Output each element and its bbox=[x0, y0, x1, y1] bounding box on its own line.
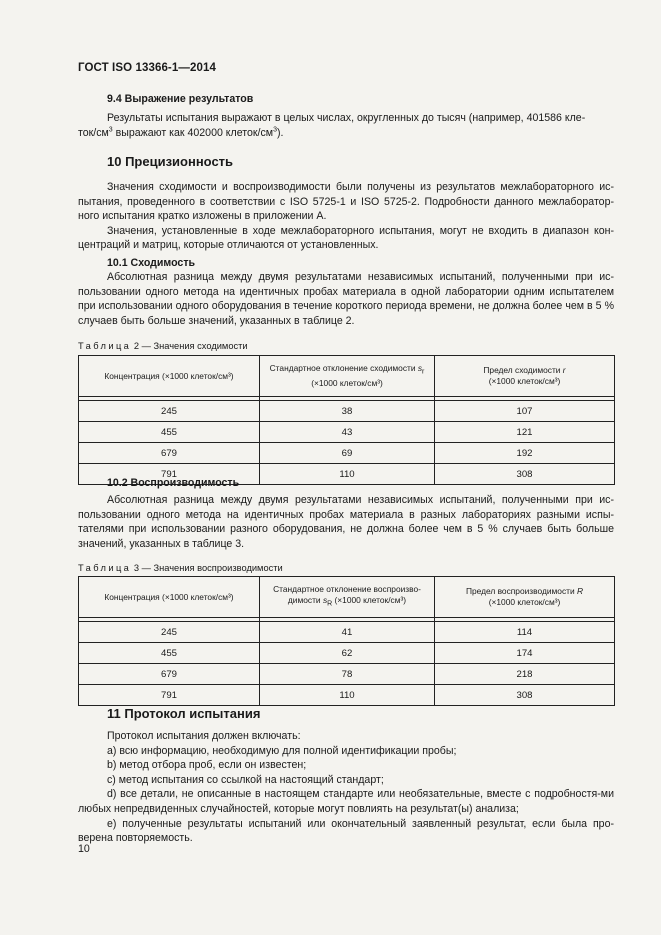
table-2-header-row bbox=[79, 356, 615, 397]
section-11-title: 11 Протокол испытания bbox=[107, 706, 261, 721]
section-10-2-title: 10.2 Воспроизводимость bbox=[107, 477, 240, 489]
section-9-4-title: 9.4 Выражение результатов bbox=[107, 93, 254, 105]
table-row: 791 110 308 bbox=[79, 464, 615, 485]
section-10-1-title: 10.1 Сходимость bbox=[107, 257, 196, 269]
section-10-1-para: Абсолютная разница между двумя результатами независимых испытаний, полученными при ис-пользовании одного метода на идентичных пробах материала в одной лаборатории одним испытателем при использовании одного оборудования в течение короткого периода времени, не должна более чем в 5 % случаев быть больше значений, указанных в таблице 2. bbox=[78, 271, 614, 327]
list-item: d) все детали, не описанные в настоящем стандарте или необязательные, вместе с подробностя-ми любых непредвиденных случайностей, которые могут повлиять на результат(ы) анализа; bbox=[78, 788, 614, 815]
table-2-caption: Таблица 2 — Значения сходимости bbox=[78, 341, 248, 351]
table-3-header-concentration: Концентрация (×1000 клеток/см³) bbox=[79, 577, 260, 618]
section-10-text bbox=[78, 180, 614, 253]
section-10-1-text bbox=[78, 270, 614, 328]
section-10-para1: Значения сходимости и воспроизводимости были получены из результатов межлабораторного ис-пытания, проведенного в соответствии с ISO 5725-1 и ISO 5725-2. Подробности данного межлаборатор-ного испытания кратко изложены в приложении А. bbox=[78, 181, 614, 223]
section-9-4-line2: ток/$см^3$ выражают как 402000 клеток/$см^3$). bbox=[78, 126, 284, 139]
list-item: a) всю информацию, необходимую для полной идентификации пробы; bbox=[107, 744, 457, 757]
section-9-4-text bbox=[78, 111, 614, 140]
table-3-header-row bbox=[79, 577, 615, 618]
table-2 bbox=[78, 355, 615, 485]
table-3-header-sd: Стандартное отклонение воспроизво-димости $s_R$ (×1000 клеток/см³) bbox=[260, 577, 435, 618]
section-10-title: 10 Прецизионность bbox=[107, 154, 234, 169]
table-row: 679 69 192 bbox=[79, 443, 615, 464]
list-item: e) полученные результаты испытаний или окончательный заявленный результат, если была про-верена повторяемость. bbox=[78, 817, 614, 845]
section-9-4-line1: Результаты испытания выражают в целых числах, округленных до тысяч (например, 401586 кле- bbox=[107, 112, 586, 124]
list-item: b) метод отбора проб, если он известен; bbox=[107, 759, 307, 772]
list-item: c) метод испытания со ссылкой на настоящий стандарт; bbox=[107, 773, 384, 786]
table-row: 245 38 107 bbox=[79, 401, 615, 422]
section-10-para2: Значения, установленные в ходе межлабораторного испытания, могут не входить в диапазон кон-центраций и матриц, которые отличаются от установленных. bbox=[78, 224, 614, 252]
table-3-caption: Таблица 3 — Значения воспроизводимости bbox=[78, 563, 283, 573]
section-11-intro: Протокол испытания должен включать: bbox=[107, 730, 301, 742]
table-2-header-sd: Стандартное отклонение сходимости $s_r$ (×1000 клеток/см³) bbox=[260, 356, 435, 397]
page-number: 10 bbox=[78, 843, 90, 855]
table-row: 245 41 114 bbox=[79, 622, 615, 643]
table-row: 679 78 218 bbox=[79, 664, 615, 685]
document-header: ГОСТ ISO 13366-1—2014 bbox=[78, 62, 216, 74]
table-3-header-limit: Предел воспроизводимости R (×1000 клеток/см³) bbox=[435, 577, 615, 618]
table-3 bbox=[78, 576, 615, 706]
table-row: 455 62 174 bbox=[79, 643, 615, 664]
table-2-header-concentration: Концентрация (×1000 клеток/см³) bbox=[79, 356, 260, 397]
section-10-2-text bbox=[78, 493, 614, 551]
section-11-list bbox=[78, 729, 614, 846]
table-row: 455 43 121 bbox=[79, 422, 615, 443]
table-row: 791 110 308 bbox=[79, 685, 615, 706]
section-10-2-para: Абсолютная разница между двумя результатами независимых испытаний, полученными при ис-пользовании одного метода на идентичных пробах материала в разных лабораториях разными испы-тателями при использовании разного оборудования, не должна более чем в 5 % случаев быть больше значений, указанных в таблице 3. bbox=[78, 494, 614, 550]
table-2-header-limit: Предел сходимости r (×1000 клеток/см³) bbox=[435, 356, 615, 397]
